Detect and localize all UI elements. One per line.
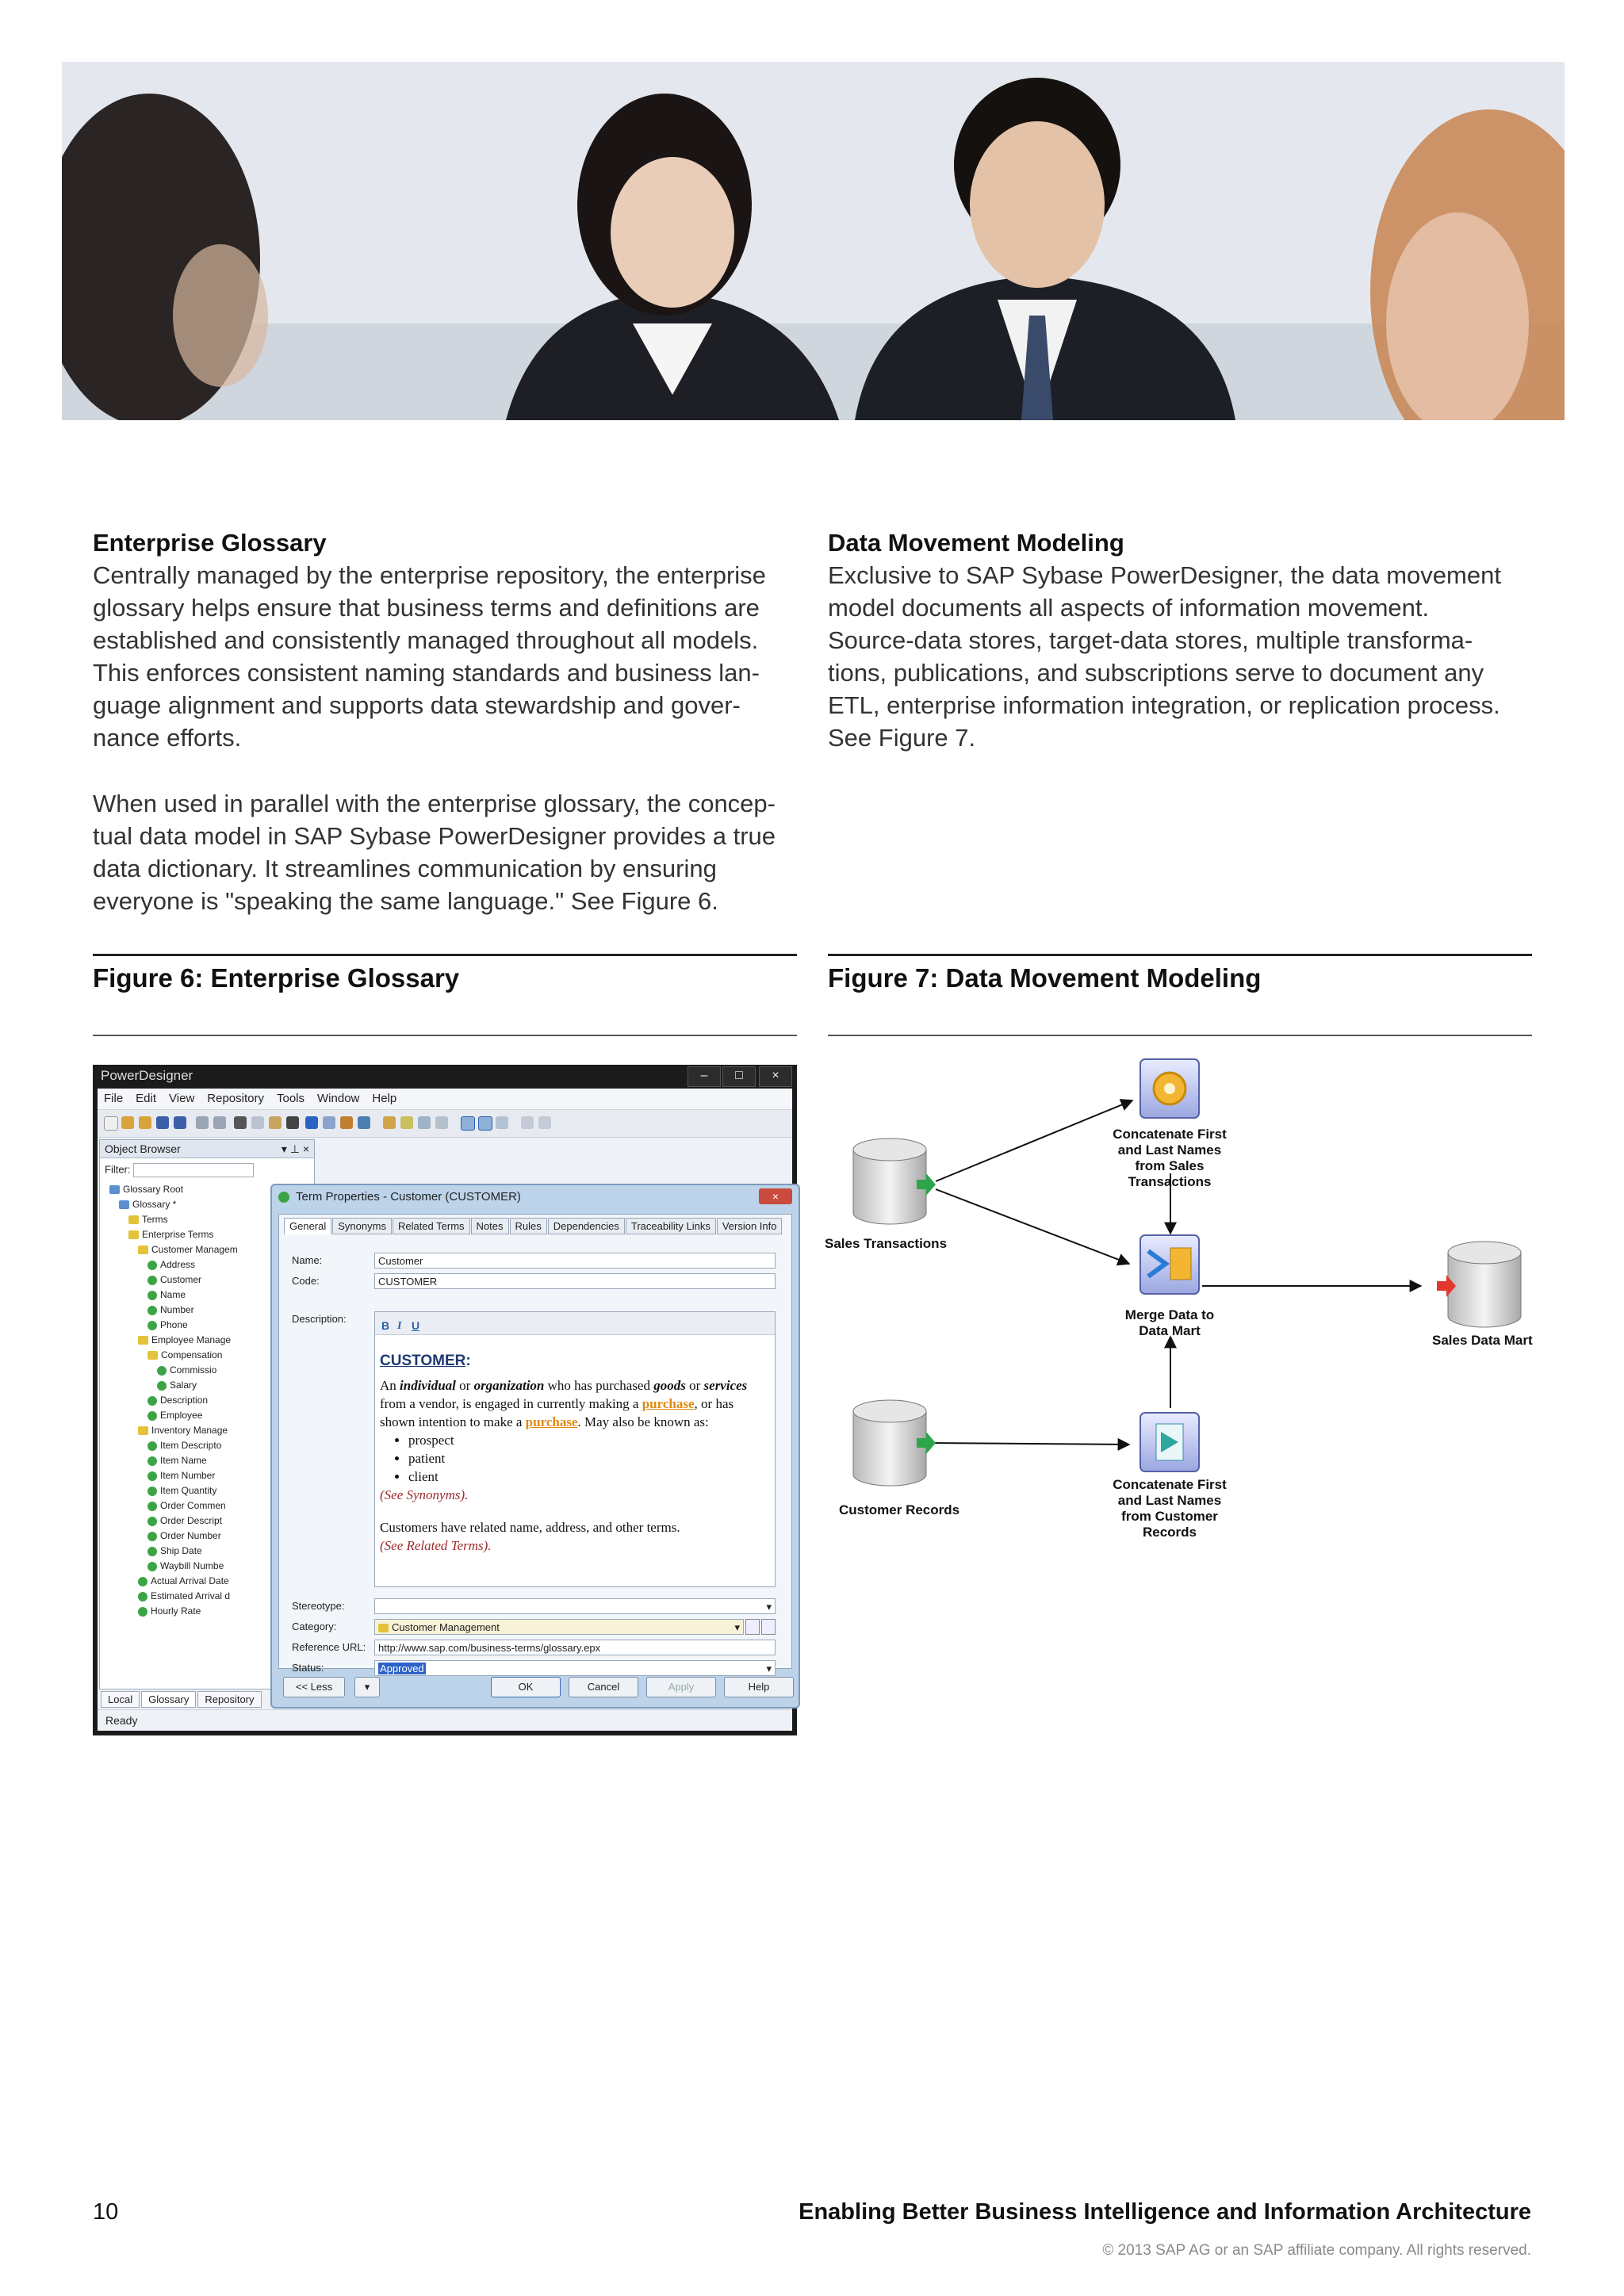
generate-icon[interactable] [538, 1116, 551, 1129]
filter-input[interactable] [133, 1163, 254, 1177]
tree-item-label: Compensation [161, 1349, 223, 1360]
check-model-icon[interactable] [383, 1116, 396, 1129]
check-icon [138, 1607, 147, 1617]
tab-version-info[interactable]: Version Info [717, 1218, 783, 1234]
tree-item-label: Enterprise Terms [142, 1229, 214, 1240]
format-underline-icon[interactable]: U [412, 1319, 420, 1332]
purchase-link-2[interactable]: purchase [525, 1414, 578, 1429]
meeting-photo-illustration [62, 62, 1565, 420]
redo-icon[interactable] [323, 1116, 335, 1129]
desc-text-shown: or has shown intention to make a [380, 1396, 734, 1429]
cancel-button[interactable]: Cancel [569, 1677, 638, 1697]
check-icon [147, 1532, 157, 1541]
sales-data-mart-label: Sales Data Mart [1432, 1333, 1533, 1348]
tree-item-label: Employee Manage [151, 1334, 232, 1345]
chevron-down-icon: ▾ [766, 1663, 772, 1674]
merge-label-2: Data Mart [1139, 1323, 1201, 1338]
list-item: • patient [408, 1449, 768, 1468]
concat-customer-label-1: Concatenate First [1113, 1477, 1227, 1492]
glossary-icon [119, 1200, 129, 1209]
check-icon [147, 1471, 157, 1481]
see-synonyms: (See Synonyms). [380, 1487, 469, 1502]
concat-sales-process-node[interactable] [1113, 1059, 1227, 1189]
menu-bar [98, 1089, 792, 1110]
dialog-menu-icon[interactable]: ▾ [354, 1677, 380, 1697]
toolbar [98, 1110, 792, 1138]
apply-button[interactable]: Apply [646, 1677, 716, 1697]
figure6-top-rule [93, 954, 797, 956]
data-movement-diagram [825, 1054, 1546, 1562]
desc-heading-line [380, 1352, 768, 1370]
browser-bottom-tabs [101, 1691, 263, 1709]
status-label: Status: [292, 1662, 324, 1674]
filter-label: Filter: [105, 1163, 131, 1176]
desc-text-who: who has purchased [544, 1378, 654, 1393]
copyright: © 2013 SAP AG or an SAP affiliate company. All rights reserved. [1102, 2242, 1531, 2259]
concat-customer-label-3: from Customer [1121, 1509, 1218, 1524]
list-item: • prospect [408, 1431, 768, 1449]
union-icon [1170, 1248, 1191, 1280]
tree-item-label: Customer Managem [151, 1244, 238, 1255]
enterprise-glossary-paragraph-2: When used in parallel with the enterprise glossary, the concep- tual data model in SAP Sybase PowerDesigner provides a true data dictionary. It streamlines communication by ensuring everyone is "speaking the same language." See Figure 6. [93, 790, 776, 915]
tree-item-label: Item Quantity [160, 1485, 217, 1496]
name-label: Name: [292, 1254, 323, 1266]
dialog-tabs [284, 1218, 783, 1234]
window-client-area [98, 1089, 792, 1731]
undo-icon[interactable] [305, 1116, 318, 1129]
tab-notes[interactable]: Notes [471, 1218, 509, 1234]
dialog-body [278, 1214, 792, 1674]
tab-traceability-links[interactable]: Traceability Links [626, 1218, 716, 1234]
reference-url-label: Reference URL: [292, 1641, 366, 1653]
tree-item-label: Ship Date [160, 1545, 202, 1556]
tab-general[interactable]: General [284, 1218, 331, 1234]
check-icon [147, 1261, 157, 1270]
chevron-down-icon: ▾ [766, 1601, 772, 1613]
check-icon [147, 1396, 157, 1406]
tab-glossary[interactable]: Glossary [141, 1691, 196, 1708]
edge-sales-to-merge [936, 1189, 1129, 1264]
category-properties-icon[interactable] [761, 1619, 776, 1635]
tree-item-label: Address [160, 1259, 196, 1270]
code-field[interactable]: CUSTOMER [374, 1273, 776, 1289]
menu-tools[interactable]: Tools [276, 1092, 305, 1105]
status-bar: Ready [98, 1709, 792, 1731]
merge-label-1: Merge Data to [1124, 1307, 1215, 1322]
concat-customer-label-4: Records [1142, 1525, 1197, 1540]
copy-icon[interactable] [251, 1116, 264, 1129]
object-browser-title: Object Browser [105, 1142, 181, 1155]
merge-icon[interactable] [418, 1116, 431, 1129]
desc-text-comma: , [694, 1396, 698, 1411]
edge-customer-to-concat [928, 1443, 1129, 1445]
check-icon [147, 1502, 157, 1511]
pin-close-icon[interactable]: ▾ ⊥ × [281, 1142, 309, 1155]
status-value: Approved [380, 1663, 424, 1674]
folder-icon [128, 1230, 139, 1239]
tab-related-terms[interactable]: Related Terms [393, 1218, 470, 1234]
figure6-caption: Figure 6: Enterprise Glossary [93, 963, 460, 993]
tree-item-label: Salary [170, 1380, 197, 1391]
window-title: PowerDesigner [101, 1068, 193, 1083]
open-icon[interactable] [139, 1116, 151, 1129]
check-icon [147, 1547, 157, 1556]
tree-item-label: Item Descripto [160, 1440, 222, 1451]
compare-icon[interactable] [400, 1116, 413, 1129]
enterprise-glossary-paragraph-1: Centrally managed by the enterprise repository, the enterprise glossary helps ensure that business terms and definitions are established and consistently managed throughout all models. This enforces consistent naming standards and business lan- guage alignment and supports data stewardship and gover- nance efforts. [93, 561, 766, 752]
description-toolbar [375, 1312, 775, 1335]
concat-customer-label-2: and Last Names [1117, 1493, 1222, 1508]
desc-text-an: An [380, 1378, 400, 1393]
menu-repository[interactable]: Repository [207, 1092, 264, 1105]
check-icon [147, 1562, 157, 1571]
ok-button[interactable]: OK [491, 1677, 561, 1697]
chevron-down-icon: ▾ [734, 1621, 740, 1633]
tab-repository[interactable]: Repository [197, 1691, 261, 1708]
desc-related-text: Customers have related name, address, and other terms. [380, 1520, 680, 1535]
delete-icon[interactable] [286, 1116, 299, 1129]
concat-sales-label-1: Concatenate First [1113, 1127, 1227, 1142]
check-icon [147, 1487, 157, 1496]
properties-icon[interactable] [340, 1116, 353, 1129]
enterprise-glossary-heading: Enterprise Glossary [93, 529, 327, 557]
tree-item-label: Phone [160, 1319, 188, 1330]
maximize-icon[interactable]: □ [722, 1066, 756, 1087]
category-label: Category: [292, 1621, 337, 1632]
format-italic-icon[interactable]: I [397, 1320, 402, 1332]
root-icon [109, 1185, 120, 1194]
check-icon [147, 1276, 157, 1285]
tab-synonyms[interactable]: Synonyms [332, 1218, 392, 1234]
concat-sales-label-3: from Sales [1135, 1158, 1205, 1173]
paste-icon[interactable] [269, 1116, 282, 1129]
check-icon [147, 1321, 157, 1330]
minimize-icon[interactable]: – [688, 1066, 721, 1087]
tree-item-label: Hourly Rate [151, 1605, 201, 1617]
tree-item-label: Estimated Arrival d [151, 1590, 231, 1601]
category-dropdown[interactable] [374, 1619, 744, 1635]
save-all-icon[interactable] [174, 1116, 186, 1129]
see-related-terms: (See Related Terms). [380, 1538, 492, 1553]
check-icon [157, 1366, 167, 1376]
reference-url-field[interactable]: http://www.sap.com/business-terms/glossary.epx [374, 1640, 776, 1655]
code-label: Code: [292, 1275, 320, 1287]
tab-dependencies[interactable]: Dependencies [548, 1218, 625, 1234]
folder-icon [138, 1426, 148, 1435]
tree-item-label: Order Number [160, 1530, 221, 1541]
less-button[interactable]: << Less [283, 1677, 345, 1697]
category-value: Customer Management [392, 1621, 500, 1633]
folder-icon [128, 1215, 139, 1224]
format-bold-icon[interactable]: B [381, 1319, 390, 1332]
desc-text-known: . May also be known as: [577, 1414, 709, 1429]
description-editor[interactable] [374, 1311, 776, 1587]
tree-item-label: Number [160, 1304, 194, 1315]
tree-item-label: Employee [160, 1410, 203, 1421]
menu-window[interactable]: Window [317, 1092, 360, 1105]
check-icon [147, 1456, 157, 1466]
check-icon [147, 1517, 157, 1526]
sales-transactions-label: Sales Transactions [825, 1236, 948, 1251]
check-icon [147, 1291, 157, 1300]
hero-photo [62, 62, 1565, 420]
tree-item-label: Name [160, 1289, 186, 1300]
tree-item-label: Commissio [170, 1364, 217, 1376]
tree-item-label: Order Descript [160, 1515, 223, 1526]
desc-text-individual: individual [400, 1378, 456, 1393]
concat-sales-label-4: Transactions [1128, 1174, 1212, 1189]
concat-customer-process-node[interactable] [1113, 1413, 1227, 1540]
powerdesigner-window [93, 1065, 797, 1735]
name-field[interactable]: Customer [374, 1253, 776, 1269]
description-label: Description: [292, 1313, 347, 1325]
close-icon[interactable]: × [759, 1066, 792, 1087]
page-number: 10 [93, 2199, 119, 2225]
object-browser-header [100, 1140, 314, 1158]
category-folder-icon [378, 1624, 389, 1632]
footer-title: Enabling Better Business Intelligence and Information Architecture [799, 2199, 1531, 2225]
list-item: • client [408, 1468, 768, 1486]
save-icon[interactable] [156, 1116, 169, 1129]
dialog-title: Term Properties - Customer (CUSTOMER) [296, 1190, 521, 1203]
merge-process-node[interactable] [1125, 1235, 1214, 1338]
stereotype-label: Stereotype: [292, 1600, 345, 1612]
sales-transactions-node[interactable] [825, 1138, 947, 1251]
sales-data-mart-node[interactable] [1432, 1242, 1533, 1348]
export-icon[interactable] [435, 1116, 448, 1129]
menu-edit[interactable]: Edit [136, 1092, 157, 1105]
help-button[interactable]: Help [724, 1677, 794, 1697]
print-icon[interactable] [196, 1116, 209, 1129]
desc-paragraph [380, 1376, 768, 1431]
term-properties-dialog [270, 1184, 800, 1709]
status-dropdown[interactable] [374, 1660, 776, 1676]
desc-heading-colon: : [465, 1353, 471, 1369]
desc-text-from: from a vendor, is engaged in currently making a [380, 1396, 642, 1411]
figure7-caption: Figure 7: Data Movement Modeling [828, 963, 1262, 993]
check-icon [147, 1306, 157, 1315]
tree-item-label: Actual Arrival Date [151, 1575, 229, 1586]
customer-records-label: Customer Records [839, 1502, 960, 1517]
stereotype-dropdown[interactable] [374, 1598, 776, 1614]
menu-help[interactable]: Help [372, 1092, 397, 1105]
check-icon [147, 1411, 157, 1421]
synonym-list [394, 1431, 768, 1486]
tree-item-label: Customer [160, 1274, 202, 1285]
output-toggle-icon[interactable] [478, 1116, 492, 1131]
folder-icon [147, 1351, 158, 1360]
cut-icon[interactable] [234, 1116, 247, 1129]
desc-text-organization: organization [473, 1378, 545, 1393]
tree-item-label: Item Number [160, 1470, 216, 1481]
data-movement-paragraph: Exclusive to SAP Sybase PowerDesigner, the data movement model documents all aspects of information movement. Source-data stores, target-data stores, multiple transforma- tions, publications, and subscriptions serve to document any ETL, enterprise information integration, or replication process. See Figure 7. [828, 561, 1501, 752]
dialog-buttons [278, 1677, 792, 1699]
concat-sales-label-2: and Last Names [1117, 1142, 1222, 1158]
result-list-icon[interactable] [496, 1116, 508, 1129]
tree-item-label: Glossary Root [123, 1184, 184, 1195]
category-browse-icon[interactable] [745, 1619, 760, 1635]
refresh-icon[interactable] [358, 1116, 370, 1129]
filter-row [100, 1158, 314, 1182]
desc-text-or1: or [455, 1378, 474, 1393]
customer-records-node[interactable] [839, 1400, 959, 1517]
open-folder-icon[interactable] [121, 1116, 134, 1129]
check-icon [157, 1381, 167, 1391]
tab-rules[interactable]: Rules [510, 1218, 547, 1234]
tree-item-label: Order Commen [160, 1500, 226, 1511]
folder-icon [138, 1336, 148, 1345]
folder-icon [138, 1246, 148, 1254]
figure7-bottom-rule [828, 1035, 1532, 1036]
desc-text-services: services [703, 1378, 748, 1393]
desc-text-or2: or [685, 1378, 704, 1393]
report-icon[interactable] [521, 1116, 534, 1129]
tree-item-label: Glossary * [132, 1199, 177, 1210]
check-icon [138, 1577, 147, 1586]
tab-local[interactable]: Local [101, 1691, 140, 1708]
dialog-close-icon[interactable]: × [759, 1188, 792, 1204]
purchase-link-1[interactable]: purchase [642, 1396, 695, 1411]
data-movement-heading: Data Movement Modeling [828, 529, 1124, 557]
menu-file[interactable]: File [104, 1092, 124, 1105]
desc-heading: CUSTOMER [380, 1353, 466, 1369]
figure7-top-rule [828, 954, 1532, 956]
check-icon [147, 1441, 157, 1451]
tree-item-label: Description [160, 1395, 209, 1406]
menu-view[interactable]: View [169, 1092, 195, 1105]
tree-item-label: Terms [142, 1214, 168, 1225]
browser-toggle-icon[interactable] [461, 1116, 475, 1131]
figure6-bottom-rule [93, 1035, 797, 1036]
term-check-icon [278, 1192, 289, 1203]
tree-item-label: Item Name [160, 1455, 207, 1466]
edge-sales-to-concat [936, 1100, 1132, 1181]
desc-text-goods: goods [653, 1378, 686, 1393]
tree-item-label: Waybill Numbe [160, 1560, 224, 1571]
check-icon [138, 1592, 147, 1601]
print-preview-icon[interactable] [213, 1116, 226, 1129]
tree-item-label: Inventory Manage [151, 1425, 228, 1436]
new-file-icon[interactable] [104, 1116, 118, 1131]
